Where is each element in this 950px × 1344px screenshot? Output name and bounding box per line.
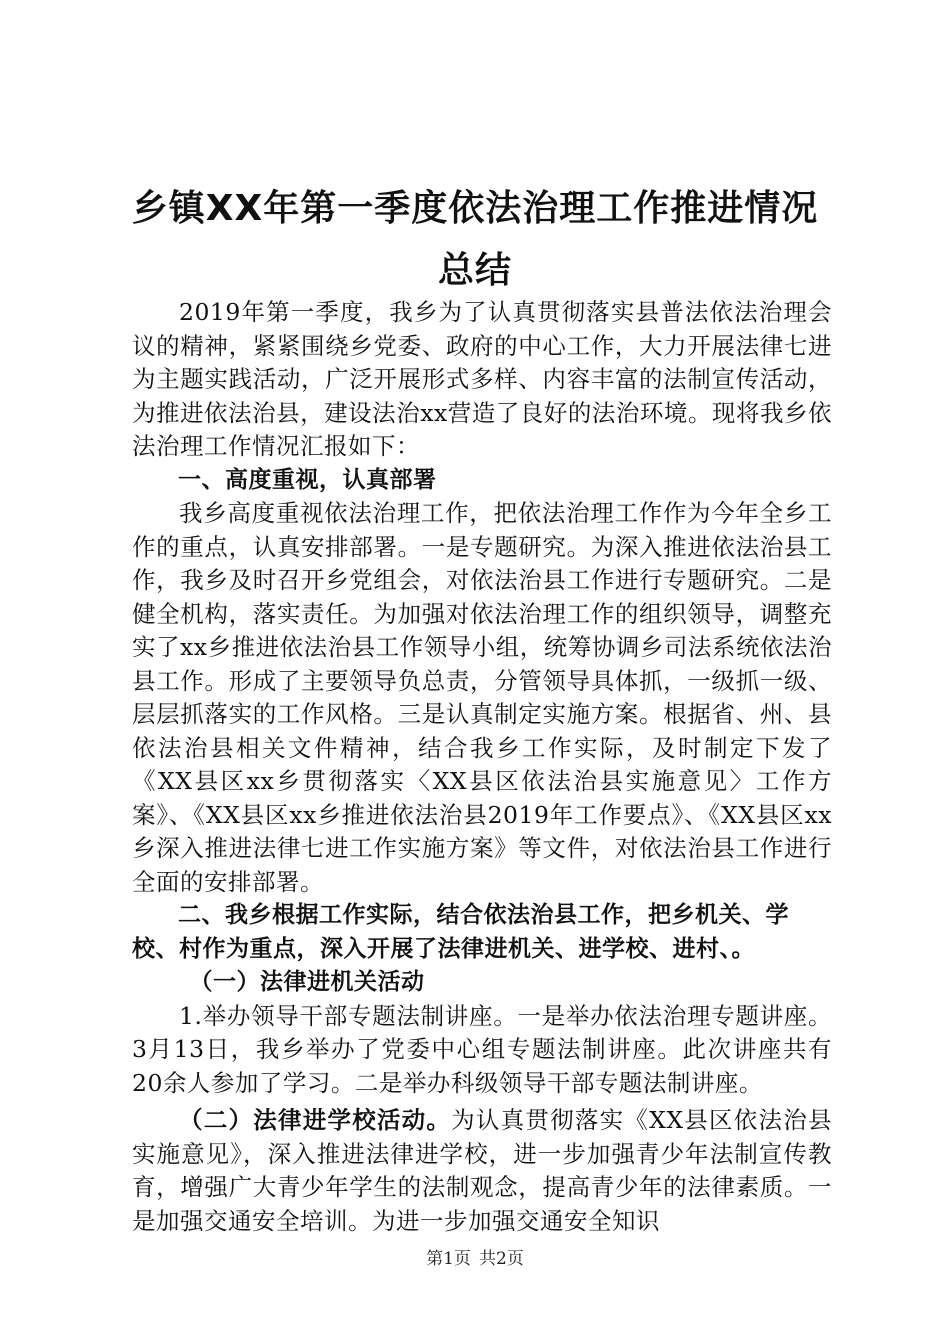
page-footer	[0, 1244, 950, 1269]
document-body	[132, 296, 832, 1238]
section-2-heading: 二、我乡根据工作实际，结合依法治县工作，把乡机关、学校、村作为重点，深入开展了法律进机关、进学校、进村、。	[132, 902, 789, 962]
subsection-2-text: 为认真贯彻落实《XX县区依法治县实施意见》，深入推进法律进学校，进一步加强青少年法制宣传教育，增强广大青少年学生的法制观念，提高青少年的法律素质。一是加强交通安全培训。为进一步加强交通安全知识	[132, 1106, 832, 1235]
intro-paragraph: 2019年第一季度，我乡为了认真贯彻落实县普法依法治理会议的精神，紧紧围绕乡党委、政府的中心工作，大力开展法律七进为主题实践活动，广泛开展形式多样、内容丰富的法制宣传活动，为推进依法治县，建设法治xx营造了良好的法治环境。现将我乡依法治理工作情况汇报如下：	[132, 298, 832, 460]
page-total: 共2页	[479, 1249, 524, 1269]
section-1-heading: 一、高度重视，认真部署	[178, 466, 437, 493]
document-title: 乡镇XX年第一季度依法治理工作推进情况总结	[131, 188, 819, 291]
subsection-2-paragraph	[132, 1104, 832, 1238]
subsection-1-paragraph: 1.举办领导干部专题法制讲座。一是举办依法治理专题讲座。3月13日，我乡举办了党委中心组专题法制讲座。此次讲座共有20余人参加了学习。二是举办科级领导干部专题法制讲座。	[132, 1001, 832, 1097]
subsection-2-lead: （二）法律进学校活动。	[179, 1106, 452, 1134]
subsection-1-heading: （一）法律进机关活动	[189, 969, 425, 995]
page-number: 第1页	[426, 1249, 471, 1269]
section-1-paragraph: 我乡高度重视依法治理工作，把依法治理工作作为今年全乡工作的重点，认真安排部署。一是专题研究。为深入推进依法治县工作，我乡及时召开乡党组会，对依法治县工作进行专题研究。二是健全机构，落实责任。为加强对依法治理工作的组织领导，调整充实了xx乡推进依法治县工作领导小组，统筹协调乡司法系统依法治县工作。形成了主要领导负总责，分管领导具体抓，一级抓一级、层层抓落实的工作风格。三是认真制定实施方案。根据省、州、县依法治县相关文件精神，结合我乡工作实际，及时制定下发了《XX县区xx乡贯彻落实〈XX县区依法治县实施意见〉工作方案》、《XX县区xx乡推进依法治县2019年工作要点》、《XX县区xx乡深入推进法律七进工作实施方案》等文件，对依法治县工作进行全面的安排部署。	[132, 499, 832, 896]
